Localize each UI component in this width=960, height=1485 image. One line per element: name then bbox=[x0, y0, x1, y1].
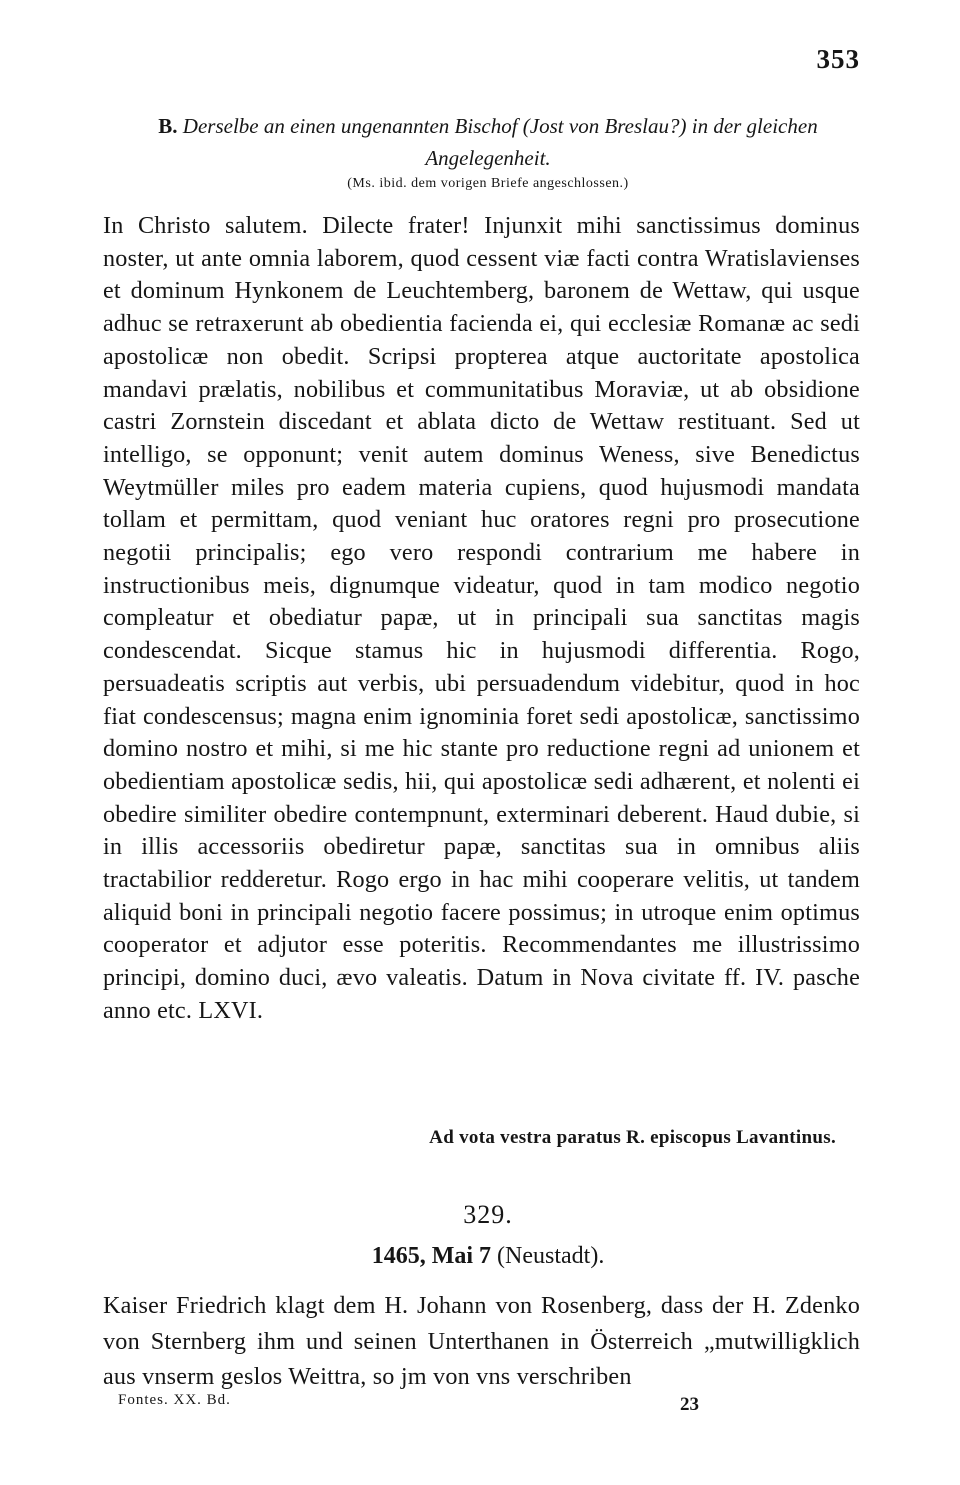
source-note: (Ms. ibid. dem vorigen Briefe angeschlossen.) bbox=[347, 176, 629, 191]
document-date-value: 1465, Mai 7 bbox=[371, 1243, 492, 1269]
letter-body: In Christo salutem. Dilecte frater! Injunxit mihi sanctissimus dominus noster, ut ante omnia laborem, quod cessent viæ facti contra Wratislavienses et dominum Hynkonem de Leuchtemberg, baronem de Wettaw, qui usque adhuc se retraxerunt ab obedientia facienda ei, qui ecclesiæ Romanæ ac sedi apostolicæ non obedit. Scripsi propterea atque auctoritate apostolica mandavi prælatis, nobilibus et communitatibus Moraviæ, ut ab obsidione castri Zornstein discedant et ablata dicto de Wettaw restituant. Sed ut intelligo, se opponunt; venit autem dominus Weness, sive Benedictus Weytmüller miles pro eadem materia cupiens, quod hujusmodi mandata tollam et permittam, quod veniant huc oratores regni pro prosecutione negotii principalis; ego vero respondi contrarium me habere in instructionibus meis, dignumque videatur, quod in tam modico negotio compleatur et obediatur papæ, ut in principali sua sanctitas magis condescendat. Sicque stamus hic in hujusmodi differentia. Rogo, persuadeatis scriptis aut verbis, ubi persuadendum videbitur, quod in hoc fiat condescensus; magna enim ignominia foret sedi apostolicæ, sanctissimo domino nostro et mihi, si me hic stante pro reductione regni ad unionem et obedientiam apostolicæ sedis, hii, qui apostolicæ sedi adhærent, et nolenti ei obedire similiter obedire contempnunt, exterminari deberent. Haud dubie, si in illis accessoriis obediretur papæ, sanctitas sua in omnibus aliis tractabilior redderetur. Rogo ergo in hac mihi cooperare velitis, ut tandem aliquid boni in principali negotio facere possimus; in utroque enim optimus cooperator et adjutor esse poteritis. Recommendantes me illustrissimo principi, domino duci, ævo valeatis. Datum in Nova civitate ff. IV. pasche anno etc. LXVI. bbox=[103, 212, 860, 1024]
letter-label: B. bbox=[158, 114, 178, 138]
letter-heading-line2: Angelegenheit. bbox=[425, 146, 551, 170]
page-number: 353 bbox=[816, 44, 860, 74]
document-summary: Kaiser Friedrich klagt dem H. Johann von Rosenberg, dass der H. Zdenko von Sternberg ihm und seinen Unterthanen in Österreich „mutwilligklich aus vnserm geslos Weittra, so jm von vns verschriben bbox=[103, 1292, 860, 1390]
letter-signature: Ad vota vestra paratus R. episcopus Lavantinus. bbox=[429, 1127, 836, 1148]
letter-heading-line1: Derselbe an einen ungenannten Bischof (Jost von Breslau?) in der gleichen bbox=[182, 114, 818, 138]
footer-series: Fontes. XX. Bd. bbox=[118, 1392, 231, 1408]
footer-sheet-signature: 23 bbox=[680, 1394, 699, 1415]
document-number: 329. bbox=[463, 1200, 513, 1229]
document-place: (Neustadt). bbox=[497, 1243, 605, 1269]
document-date bbox=[103, 1243, 873, 1270]
letter-heading bbox=[103, 110, 873, 174]
